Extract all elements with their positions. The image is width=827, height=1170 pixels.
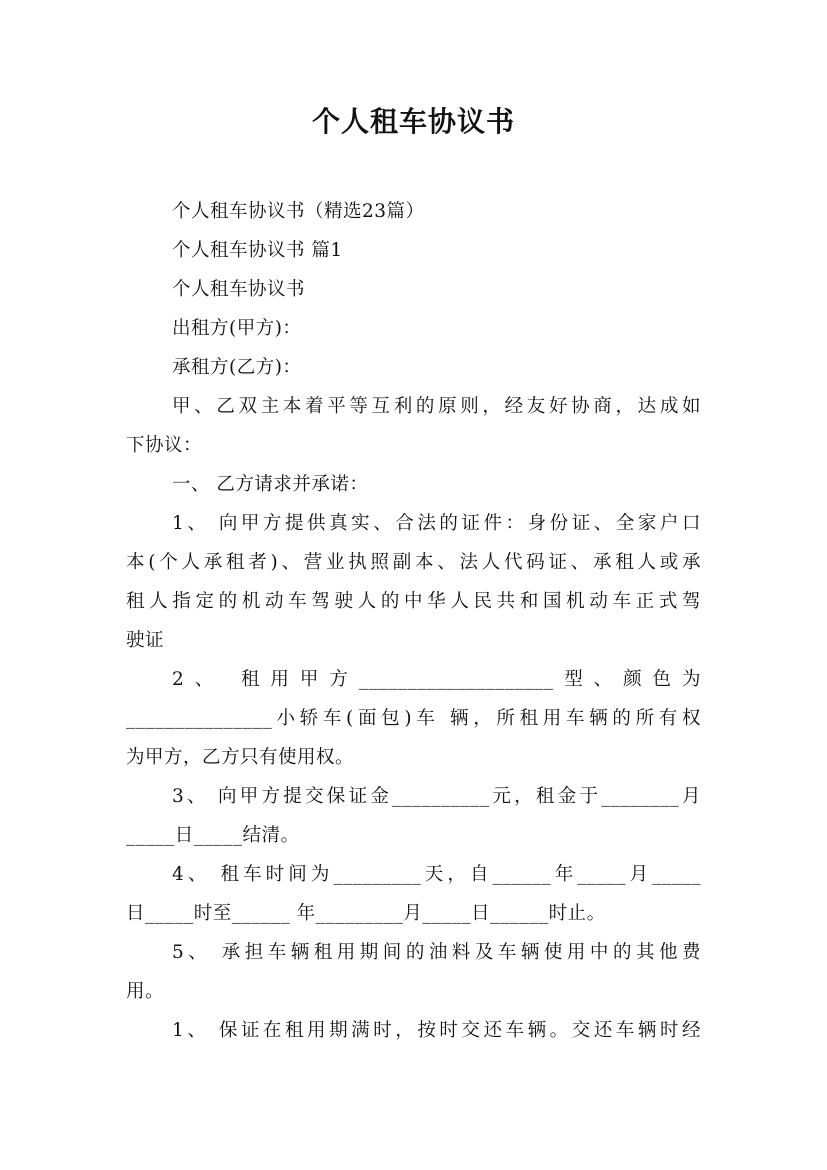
line-item-1c: 租人指定的机动车驾驶人的中华人民共和国机动车正式驾 [126, 591, 701, 612]
line-item-4a: 4、 租车时间为_________天，自______年_____月_____ [172, 864, 701, 885]
line-clause-1-heading: 一、 乙方请求并承诺： [172, 474, 369, 495]
line-item-return: 1、 保证在租用期满时，按时交还车辆。交还车辆时经 [172, 1020, 701, 1041]
document-body [126, 192, 701, 1050]
line-section-heading: 个人租车协议书 篇1 [172, 240, 343, 261]
line-item-5a: 5、 承担车辆租用期间的油料及车辆使用中的其他费 [172, 942, 701, 963]
line-lessor: 出租方(甲方)： [172, 318, 302, 339]
line-item-2c: 为甲方，乙方只有使用权。 [126, 747, 355, 768]
document-title: 个人租车协议书 [311, 105, 515, 138]
line-item-4b: 日_____时至______ 年_________月_____日______时止。 [126, 903, 606, 924]
line-item-3b: _____日_____结清。 [126, 825, 300, 846]
line-subtitle: 个人租车协议书（精选23篇） [172, 201, 425, 222]
line-preamble-2: 下协议： [126, 435, 203, 456]
line-lessee: 承租方(乙方)： [172, 357, 302, 378]
line-item-3a: 3、 向甲方提交保证金__________元，租金于________月 [172, 786, 701, 807]
line-item-2a: 2、 租用甲方____________________型、颜色为 [172, 669, 701, 690]
line-preamble-1: 甲、乙双主本着平等互利的原则，经友好协商，达成如 [172, 396, 701, 417]
line-item-2b: _______________小轿车(面包)车 辆，所租用车辆的所有权 [126, 708, 701, 729]
line-item-1b: 本(个人承租者)、营业执照副本、法人代码证、承租人或承 [126, 552, 701, 573]
line-item-1d: 驶证 [126, 630, 165, 651]
line-agreement-name: 个人租车协议书 [172, 279, 306, 300]
line-item-1a: 1、 向甲方提供真实、合法的证件：身份证、全家户口 [172, 513, 701, 534]
line-item-5b: 用。 [126, 981, 165, 1002]
